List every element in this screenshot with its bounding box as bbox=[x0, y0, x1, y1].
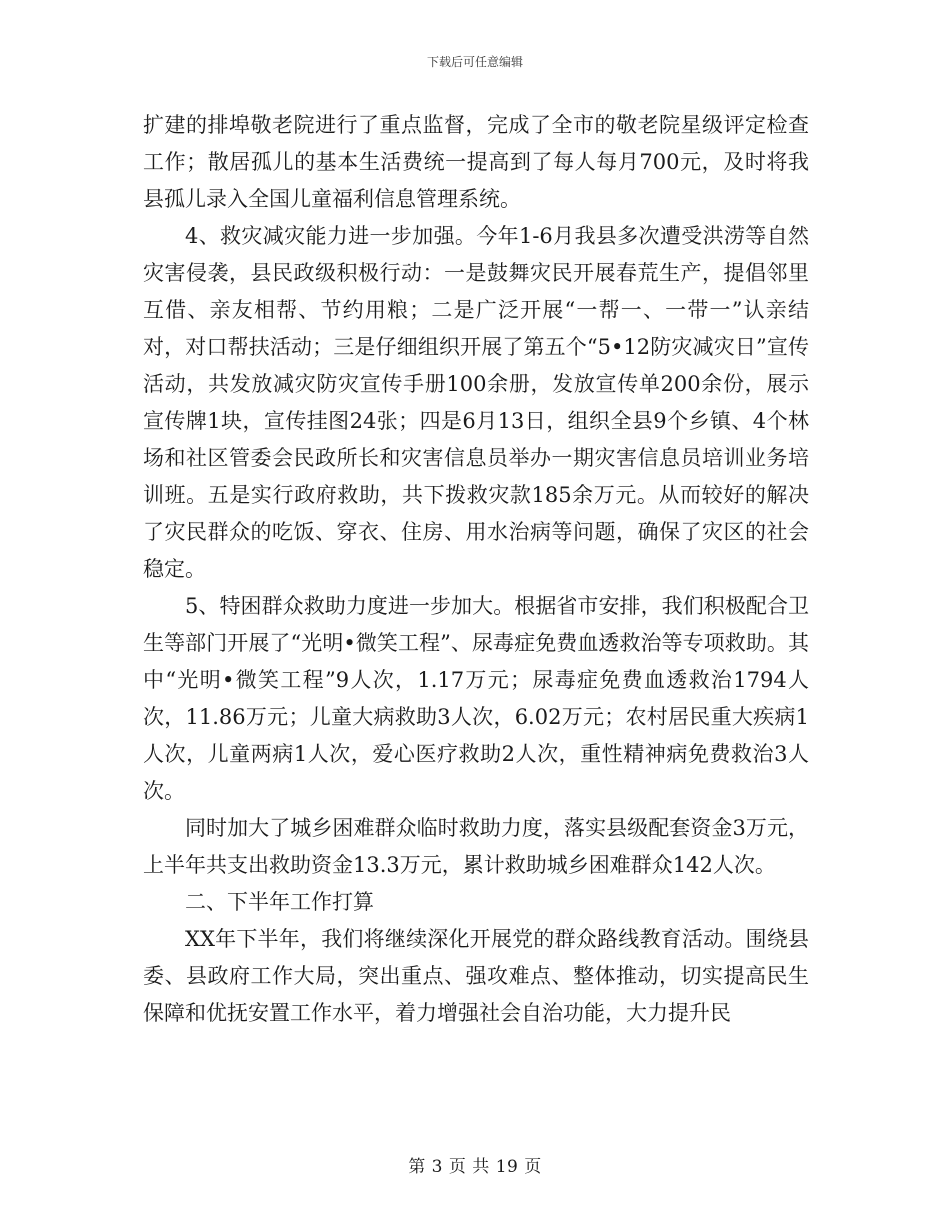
paragraph-temporary-assistance: 同时加大了城乡困难群众临时救助力度，落实县级配套资金3万元，上半年共支出救助资金13.3万元，累计救助城乡困难群众142人次。 bbox=[143, 816, 809, 877]
page-header-note: 下载后可任意编辑 bbox=[426, 55, 523, 69]
paragraph-second-half-plan: XX年下半年，我们将继续深化开展党的群众路线教育活动。围绕县委、县政府工作大局，突出重点、强攻难点、整体推动，切实提高民生保障和优抚安置工作水平，着力增强社会自治功能，大力提升民 bbox=[143, 927, 809, 1025]
document-body bbox=[143, 107, 809, 1032]
paragraph-disaster-relief: 4、救灾减灾能力进一步加强。今年1-6月我县多次遭受洪涝等自然灾害侵袭，县民政级积极行动：一是鼓舞灾民开展春荒生产，提倡邻里互借、亲友相帮、节约用粮；二是广泛开展“一帮一、一带一”认亲结对，对口帮扶活动；三是仔细组织开展了第五个“5•12防灾减灾日”宣传活动，共发放减灾防灾宣传手册100余册，发放宣传单200余份，展示宣传牌1块，宣传挂图24张；四是6月13日，组织全县9个乡镇、4个林场和社区管委会民政所长和灾害信息员举办一期灾害信息员培训业务培训班。五是实行政府救助，共下拨救灾款185余万元。从而较好的解决了灾民群众的吃饭、穿衣、住房、用水治病等问题，确保了灾区的社会稳定。 bbox=[143, 224, 809, 581]
paragraph-special-assistance: 5、特困群众救助力度进一步加大。根据省市安排，我们积极配合卫生等部门开展了“光明•微笑工程”、尿毒症免费血透救治等专项救助。其中“光明•微笑工程”9人次，1.17万元；尿毒症免费血透救治1794人次，11.86万元；儿童大病救助3人次，6.02万元；农村居民重大疾病1人次，儿童两病1人次，爱心医疗救助2人次，重性精神病免费救治3人次。 bbox=[143, 594, 809, 803]
paragraph-orphan-welfare: 扩建的排埠敬老院进行了重点监督，完成了全市的敬老院星级评定检查工作；散居孤儿的基本生活费统一提高到了每人每月700元，及时将我县孤儿录入全国儿童福利信息管理系统。 bbox=[143, 113, 809, 211]
section-heading-second-half-plan: 二、下半年工作打算 bbox=[185, 890, 374, 914]
page-number-footer: 第 3 页 共 19 页 bbox=[408, 1157, 542, 1177]
